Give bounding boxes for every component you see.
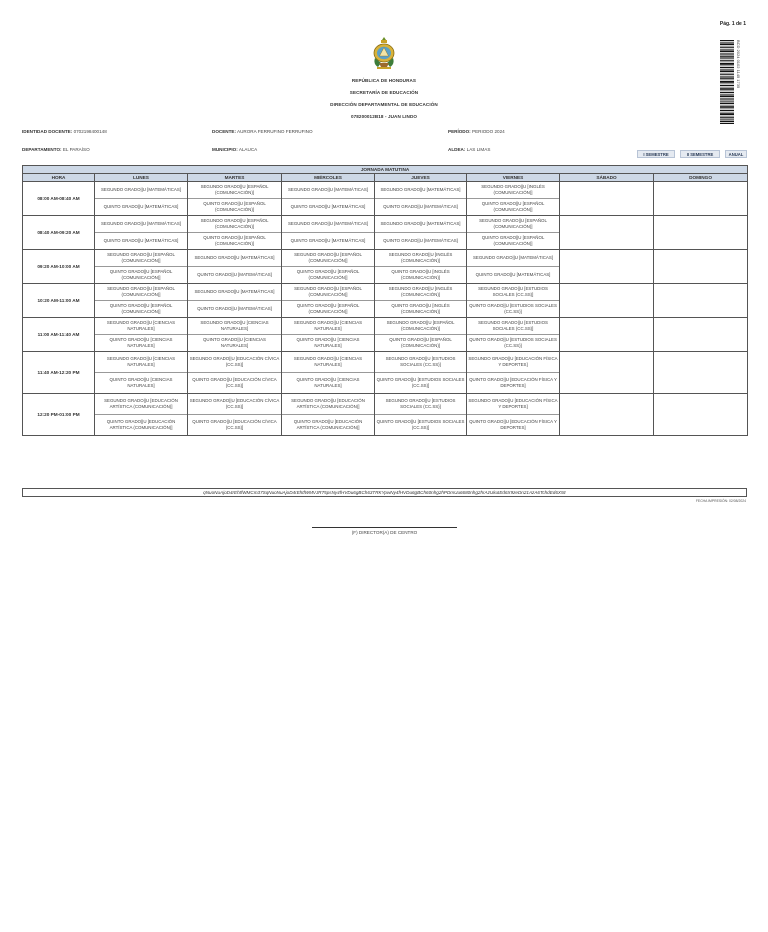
schedule-row xyxy=(23,216,748,250)
day-header-row xyxy=(23,174,748,182)
schedule-cell-jueves xyxy=(375,284,467,318)
schedule-cell-martes xyxy=(188,250,282,284)
departamento-value: EL PARAÍSO xyxy=(62,147,90,152)
class-entry: QUINTO GRADO||U [ESTUDIOS SOCIALES (CC.SS)] xyxy=(467,334,559,351)
schedule-cell-martes xyxy=(188,284,282,318)
schedule-cell-lunes xyxy=(95,182,188,216)
schedule-cell-viernes xyxy=(467,182,560,216)
page-indicator: Pág. 1 de 1 xyxy=(719,21,746,27)
schedule-cell-lunes xyxy=(95,352,188,394)
class-entry: QUINTO GRADO||U [MATEMÁTICAS] xyxy=(375,198,466,215)
schedule-cell-jueves xyxy=(375,182,467,216)
schedule-cell-jueves xyxy=(375,250,467,284)
jornada-header: JORNADA MATUTINA xyxy=(23,166,748,174)
departamento-label: DEPARTAMENTO: xyxy=(22,147,62,152)
departamento xyxy=(22,147,90,152)
class-entry: QUINTO GRADO||U [MATEMÁTICAS] xyxy=(282,232,374,249)
class-entry: SEGUNDO GRADO||U [ESPAÑOL (COMUNICACIÓN)] xyxy=(107,285,175,297)
class-entry: QUINTO GRADO||U [INGLÉS (COMUNICACIÓN)] xyxy=(375,300,466,317)
schedule-cell-sabado xyxy=(560,216,654,250)
class-entry: QUINTO GRADO||U [MATEMÁTICAS] xyxy=(188,266,281,283)
schedule-cell-jueves xyxy=(375,352,467,394)
schedule-cell-jueves xyxy=(375,394,467,436)
schedule-cell-martes xyxy=(188,216,282,250)
schedule-cell-martes xyxy=(188,182,282,216)
class-entry: QUINTO GRADO||U [ESPAÑOL (COMUNICACIÓN)] xyxy=(188,198,281,215)
schedule-cell-lunes xyxy=(95,250,188,284)
class-entry: QUINTO GRADO||U [MATEMÁTICAS] xyxy=(467,266,559,283)
schedule-cell-domingo xyxy=(654,250,748,284)
schedule-cell-miercoles xyxy=(282,284,375,318)
schedule-cell-sabado xyxy=(560,318,654,352)
class-entry: QUINTO GRADO||U [EDUCACIÓN CÍVICA (CC.SS)] xyxy=(188,372,281,393)
class-entry: SEGUNDO GRADO||U [ESTUDIOS SOCIALES (CC.SS)] xyxy=(478,319,548,331)
class-entry: SEGUNDO GRADO||U [MATEMÁTICAS] xyxy=(287,186,369,192)
time-slot: 08:00 AM-08:40 AM xyxy=(23,182,95,216)
schedule-cell-viernes xyxy=(467,284,560,318)
class-entry: SEGUNDO GRADO||U [CIENCIAS NATURALES] xyxy=(106,355,176,367)
class-entry: QUINTO GRADO||U [ESPAÑOL (COMUNICACIÓN)] xyxy=(282,300,374,317)
schedule-cell-viernes xyxy=(467,250,560,284)
honduras-coat-of-arms-icon xyxy=(371,36,397,70)
class-entry: SEGUNDO GRADO||U [EDUCACIÓN FÍSICA Y DEPORTES] xyxy=(468,397,558,409)
municipio-value: ALAUCA xyxy=(238,147,258,152)
class-entry: QUINTO GRADO||U [CIENCIAS NATURALES] xyxy=(95,334,187,351)
schedule-cell-lunes xyxy=(95,394,188,436)
class-entry: SEGUNDO GRADO||U [MATEMÁTICAS] xyxy=(100,220,182,226)
class-entry: QUINTO GRADO||U [CIENCIAS NATURALES] xyxy=(282,372,374,393)
class-entry: QUINTO GRADO||U [EDUCACIÓN FÍSICA Y DEPORTES] xyxy=(467,372,559,393)
class-entry: QUINTO GRADO||U [ESTUDIOS SOCIALES (CC.SS)] xyxy=(375,372,466,393)
time-slot: 11:40 AM-12:20 PM xyxy=(23,352,95,394)
signature-line xyxy=(312,527,457,528)
class-entry: QUINTO GRADO||U [ESPAÑOL (COMUNICACIÓN)] xyxy=(188,232,281,249)
schedule-cell-martes xyxy=(188,394,282,436)
identidad-label: IDENTIDAD DOCENTE: xyxy=(22,129,73,134)
class-entry: SEGUNDO GRADO||U [MATEMÁTICAS] xyxy=(380,220,461,226)
class-entry: SEGUNDO GRADO||U [MATEMÁTICAS] xyxy=(100,186,182,192)
schedule-row xyxy=(23,352,748,394)
class-entry: QUINTO GRADO||U [MATEMÁTICAS] xyxy=(95,232,187,249)
time-slot: 10:20 AM-11:00 AM xyxy=(23,284,95,318)
annual-button[interactable]: ANUAL xyxy=(725,150,747,158)
identidad-docente xyxy=(22,129,107,134)
municipio-label: MUNICIPIO: xyxy=(212,147,238,152)
class-entry: QUINTO GRADO||U [ESPAÑOL (COMUNICACIÓN)] xyxy=(375,334,466,351)
schedule-cell-jueves xyxy=(375,318,467,352)
time-slot: 08:40 AM-09:20 AM xyxy=(23,216,95,250)
schedule-cell-miercoles xyxy=(282,394,375,436)
schedule-cell-martes xyxy=(188,318,282,352)
aldea-label: ALDEA: xyxy=(448,147,466,152)
class-entry: SEGUNDO GRADO||U [EDUCACIÓN FÍSICA Y DEPORTES] xyxy=(468,355,558,367)
time-slot: 12:20 PM-01:00 PM xyxy=(23,394,95,436)
schedule-cell-viernes xyxy=(467,216,560,250)
class-entry: SEGUNDO GRADO||U [CIENCIAS NATURALES] xyxy=(293,355,363,367)
header-lunes: LUNES xyxy=(95,174,188,182)
header-center: 078200012B18 - JUAN LINDO xyxy=(350,114,418,119)
schedule-cell-domingo xyxy=(654,182,748,216)
class-entry: QUINTO GRADO||U [EDUCACIÓN ARTÍSTICA (COMUNICACIÓN)] xyxy=(95,414,187,435)
class-entry: QUINTO GRADO||U [ESTUDIOS SOCIALES (CC.SS)] xyxy=(375,414,466,435)
class-entry: SEGUNDO GRADO||U [MATEMÁTICAS] xyxy=(194,288,275,294)
schedule-cell-lunes xyxy=(95,284,188,318)
header-martes: MARTES xyxy=(188,174,282,182)
docente-label: DOCENTE: xyxy=(212,129,236,134)
class-entry: SEGUNDO GRADO||U [INGLÉS (COMUNICACIÓN)] xyxy=(388,285,453,297)
schedule-cell-domingo xyxy=(654,318,748,352)
class-entry: QUINTO GRADO||U [EDUCACIÓN CÍVICA (CC.SS)] xyxy=(188,414,281,435)
header-hora: HORA xyxy=(23,174,95,182)
class-entry: SEGUNDO GRADO||U [ESPAÑOL (COMUNICACIÓN)] xyxy=(294,251,362,263)
class-entry: SEGUNDO GRADO||U [ESPAÑOL (COMUNICACIÓN)] xyxy=(107,251,175,263)
class-entry: QUINTO GRADO||U [ESPAÑOL (COMUNICACIÓN)] xyxy=(467,198,559,215)
class-entry: QUINTO GRADO||U [ESTUDIOS SOCIALES (CC.SS)] xyxy=(467,300,559,317)
class-entry: QUINTO GRADO||U [MATEMÁTICAS] xyxy=(375,232,466,249)
time-slot: 11:00 AM-11:40 AM xyxy=(23,318,95,352)
schedule-cell-sabado xyxy=(560,352,654,394)
schedule-cell-viernes xyxy=(467,352,560,394)
schedule-cell-lunes xyxy=(95,216,188,250)
schedule-cell-domingo xyxy=(654,352,748,394)
class-entry: SEGUNDO GRADO||U [ESPAÑOL (COMUNICACIÓN)] xyxy=(386,319,455,331)
periodo-label: PERÍODO: xyxy=(448,129,471,134)
schedule-cell-viernes xyxy=(467,394,560,436)
class-entry: SEGUNDO GRADO||U [INGLÉS (COMUNICACIÓN)] xyxy=(388,251,453,263)
schedule-row xyxy=(23,318,748,352)
header-jueves: JUEVES xyxy=(375,174,467,182)
class-entry: SEGUNDO GRADO||U [EDUCACIÓN ARTÍSTICA (COMUNICACIÓN)] xyxy=(104,397,178,409)
schedule-row xyxy=(23,182,748,216)
periodo xyxy=(448,129,505,134)
class-entry: SEGUNDO GRADO||U [ESTUDIOS SOCIALES (CC.SS)] xyxy=(385,355,456,367)
header-sabado: SÁBADO xyxy=(560,174,654,182)
signature-label: (F) DIRECTOR(A) DE CENTRO xyxy=(351,530,418,535)
class-entry: QUINTO GRADO||U [CIENCIAS NATURALES] xyxy=(188,334,281,351)
aldea-value: LAS LIMAS xyxy=(466,147,491,152)
time-slot: 09:20 AM-10:00 AM xyxy=(23,250,95,284)
class-entry: QUINTO GRADO||U [MATEMÁTICAS] xyxy=(188,300,281,317)
class-entry: SEGUNDO GRADO||U [EDUCACIÓN CÍVICA (CC.SS)] xyxy=(189,355,280,367)
header-domingo: DOMINGO xyxy=(654,174,748,182)
class-entry: SEGUNDO GRADO||U [EDUCACIÓN ARTÍSTICA (COMUNICACIÓN)] xyxy=(291,397,365,409)
class-entry: QUINTO GRADO||U [ESPAÑOL (COMUNICACIÓN)] xyxy=(95,266,187,283)
periodo-value: PERIODO 2024 xyxy=(472,129,505,134)
class-entry: SEGUNDO GRADO||U [ESPAÑOL (COMUNICACIÓN)] xyxy=(479,217,547,229)
print-date: FECHA IMPRESIÓN: 02/08/2024 xyxy=(695,499,746,503)
schedule-cell-miercoles xyxy=(282,352,375,394)
schedule-cell-jueves xyxy=(375,216,467,250)
schedule-cell-miercoles xyxy=(282,318,375,352)
class-entry: SEGUNDO GRADO||U [ESTUDIOS SOCIALES (CC.SS)] xyxy=(385,397,456,409)
class-entry: QUINTO GRADO||U [ESPAÑOL (COMUNICACIÓN)] xyxy=(95,300,187,317)
schedule-table xyxy=(22,165,748,436)
class-entry: QUINTO GRADO||U [EDUCACIÓN ARTÍSTICA (COMUNICACIÓN)] xyxy=(282,414,374,435)
docente xyxy=(212,129,313,134)
schedule-cell-sabado xyxy=(560,394,654,436)
schedule-cell-viernes xyxy=(467,318,560,352)
semester-2-button[interactable]: II SEMESTRE xyxy=(680,150,720,158)
schedule-cell-miercoles xyxy=(282,216,375,250)
class-entry: QUINTO GRADO||U [ESPAÑOL (COMUNICACIÓN)] xyxy=(282,266,374,283)
class-entry: SEGUNDO GRADO||U [MATEMÁTICAS] xyxy=(380,186,461,192)
semester-1-button[interactable]: I SEMESTRE xyxy=(637,150,675,158)
class-entry: QUINTO GRADO||U [EDUCACIÓN FÍSICA Y DEPORTES] xyxy=(467,414,559,435)
docente-value: AURORA FERRUFINO FERRUFINO xyxy=(237,129,313,134)
header-miercoles: MIÉRCOLES xyxy=(282,174,375,182)
class-entry: QUINTO GRADO||U [ESPAÑOL (COMUNICACIÓN)] xyxy=(467,232,559,249)
class-entry: QUINTO GRADO||U [INGLÉS (COMUNICACIÓN)] xyxy=(375,266,466,283)
schedule-row xyxy=(23,250,748,284)
schedule-cell-sabado xyxy=(560,182,654,216)
schedule-row xyxy=(23,394,748,436)
class-entry: SEGUNDO GRADO||U [CIENCIAS NATURALES] xyxy=(293,319,363,331)
class-entry: SEGUNDO GRADO||U [MATEMÁTICAS] xyxy=(194,254,275,260)
municipio xyxy=(212,147,257,152)
schedule-cell-domingo xyxy=(654,216,748,250)
class-entry: SEGUNDO GRADO||U [EDUCACIÓN CÍVICA (CC.SS)] xyxy=(189,397,280,409)
verification-token: qNuoNuAjoD4rEhtfWMCm37SqNuoNuAjoD4rEhtfWMVJR75psNy4fHVDu6gBCh63TRKYpwNy4fHVDu6gBCh60nhg2hPDmUu6680nhg2hrAzUkutEd6X9zeDn21AzA6TchdEd6X9z xyxy=(22,488,747,497)
schedule-row xyxy=(23,284,748,318)
class-entry: SEGUNDO GRADO||U [MATEMÁTICAS] xyxy=(287,220,369,226)
class-entry: QUINTO GRADO||U [CIENCIAS NATURALES] xyxy=(282,334,374,351)
aldea xyxy=(448,147,490,152)
schedule-cell-sabado xyxy=(560,250,654,284)
schedule-cell-lunes xyxy=(95,318,188,352)
header-country: REPÚBLICA DE HONDURAS xyxy=(351,78,417,83)
class-entry: SEGUNDO GRADO||U [ESTUDIOS SOCIALES (CC.SS)] xyxy=(478,285,548,297)
class-entry: QUINTO GRADO||U [MATEMÁTICAS] xyxy=(282,198,374,215)
class-entry: SEGUNDO GRADO||U [INGLÉS (COMUNICACIÓN)] xyxy=(481,183,545,195)
schedule-cell-domingo xyxy=(654,394,748,436)
class-entry: SEGUNDO GRADO||U [ESPAÑOL (COMUNICACIÓN)] xyxy=(294,285,362,297)
class-entry: SEGUNDO GRADO||U [ESPAÑOL (COMUNICACIÓN)] xyxy=(200,183,269,195)
identidad-value: 0702198400148 xyxy=(73,129,107,134)
header-ministry: SECRETARÍA DE EDUCACIÓN xyxy=(349,90,419,95)
class-entry: QUINTO GRADO||U [CIENCIAS NATURALES] xyxy=(95,372,187,393)
schedule-cell-miercoles xyxy=(282,250,375,284)
class-entry: SEGUNDO GRADO||U [CIENCIAS NATURALES] xyxy=(106,319,176,331)
schedule-cell-sabado xyxy=(560,284,654,318)
schedule-cell-miercoles xyxy=(282,182,375,216)
class-entry: SEGUNDO GRADO||U [ESPAÑOL (COMUNICACIÓN)] xyxy=(200,217,269,229)
class-entry: SEGUNDO GRADO||U [CIENCIAS NATURALES] xyxy=(200,319,269,331)
class-entry: QUINTO GRADO||U [MATEMÁTICAS] xyxy=(95,198,187,215)
schedule-cell-martes xyxy=(188,352,282,394)
schedule-cell-domingo xyxy=(654,284,748,318)
header-viernes: VIERNES xyxy=(467,174,560,182)
barcode-text: BCD 2024 0102 1145 1735 xyxy=(736,40,741,89)
header-direction: DIRECCIÓN DEPARTAMENTAL DE EDUCACIÓN xyxy=(330,102,438,107)
class-entry: SEGUNDO GRADO||U [MATEMÁTICAS] xyxy=(472,254,554,260)
